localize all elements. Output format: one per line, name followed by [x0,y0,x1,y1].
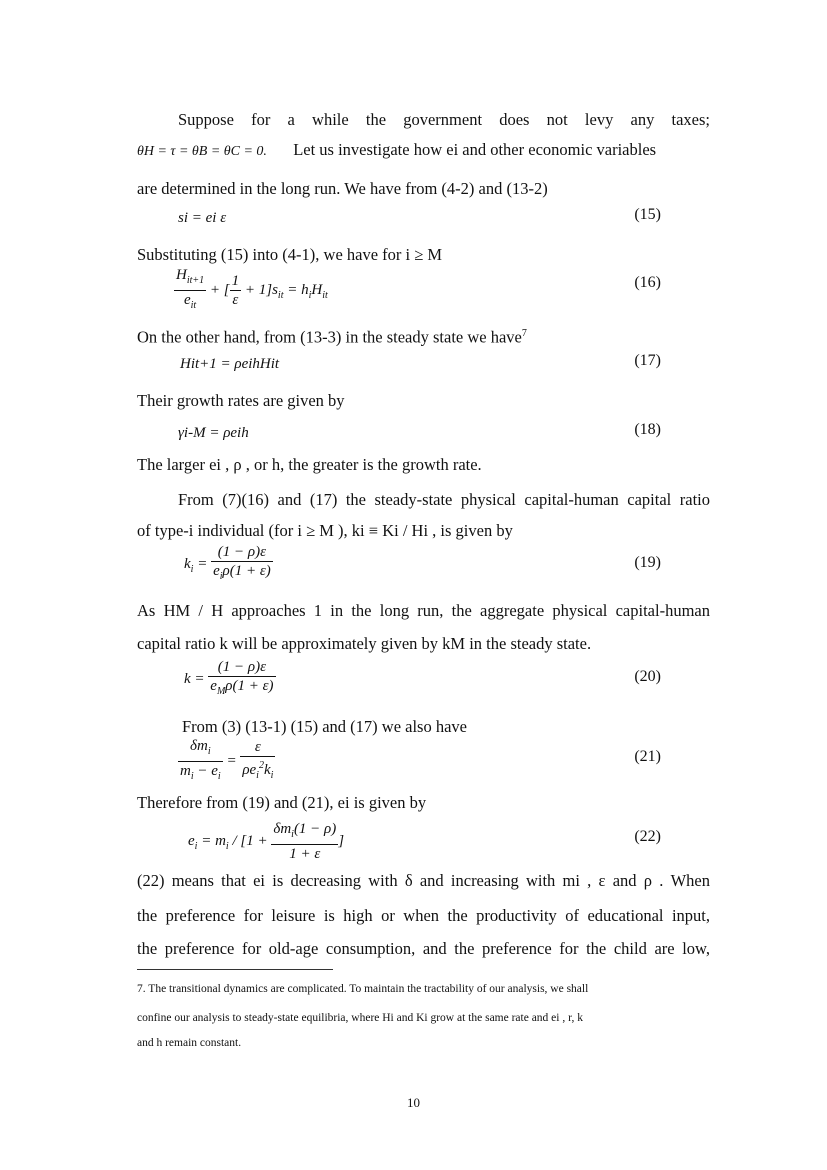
page-number: 10 [407,1095,420,1110]
footnote-line: confine our analysis to steady-state equilibria, where Hi and Ki grow at the same rate and ei , r, k [137,1012,583,1024]
equation-22: $e_i = m_i / [1$ + $\frac{\delta m_i(1 - \rho)}{1 + \varepsilon}$ ] [188,821,345,862]
paragraph-line: On the other hand, from (13-3) in the steady state we have$^7$ [137,327,527,347]
footnote-line: and h remain constant. [137,1037,242,1049]
equation-number: (17) [634,352,661,369]
paragraph-line: As HM / H approaches 1 in the long run, the aggregate physical capital-human [137,601,710,620]
paragraph-line: The larger ei , ρ , or h, the greater is the growth rate. [137,455,482,474]
footnote-divider [137,969,333,970]
equation-16: $\frac{H_{it+1}}{e_{it}}$ + [ $\frac{1}{\varepsilon}$ + $1]s_{it} = h_iH_{it}$ [176,267,328,311]
paragraph-line: From (3) (13-1) (15) and (17) we also have [182,717,467,736]
equation-number: (15) [634,206,661,223]
paragraph-line: of type-i individual (for i ≥ M ), ki ≡ Ki / Hi , is given by [137,521,513,540]
paragraph-line: the preference for leisure is high or when the productivity of educational input, [137,906,710,925]
paragraph-line: Substituting (15) into (4-1), we have for i ≥ M [137,245,443,264]
equation-number: (18) [634,421,661,438]
equation-number: (22) [634,828,661,845]
equation-21: $\frac{\delta m_i}{m_i - e_i}$ = $\frac{\varepsilon}{\rho e_i^2k_i}$ [180,738,274,782]
paragraph-line: capital ratio k will be approximately given by kM in the steady state. [137,634,592,653]
paragraph-line: Their growth rates are given by [137,391,345,410]
equation-20: k = $\frac{(1 - \rho)\varepsilon}{e_M\rho(1 + \varepsilon)}$ [184,659,274,697]
equation-number: (16) [634,274,661,291]
paragraph-line: (22) means that ei is decreasing with δ and increasing with mi , ε and ρ . When [137,871,710,890]
paragraph-line: are determined in the long run. We have from (4-2) and (13-2) [137,179,548,198]
equation-15: si = ei ε [178,210,227,226]
equation-number: (19) [634,554,661,571]
footnote-marker: 7 [521,328,527,339]
footnote-line: 7. The transitional dynamics are complicated. To maintain the tractability of our analysis, we shall [137,983,589,995]
equation-number: (20) [634,668,661,685]
inline-equation: θH = τ = θB = θC = 0. [137,144,267,159]
paragraph-line: Therefore from (19) and (21), ei is given by [137,793,427,812]
paragraph-line: From (7)(16) and (17) the steady-state physical capital-human capital ratio [178,490,710,509]
equation-18: γi-M = ρeih [178,425,249,441]
paragraph-text: Let us investigate how ei and other economic variables [293,140,657,159]
paragraph-line: the preference for old-age consumption, and the preference for the child are low, [137,939,710,958]
equation-number: (21) [634,748,661,765]
paragraph-line: Suppose for a while the government does not levy any taxes; [178,110,710,129]
equation-19: $k_i$ = $\frac{(1 - \rho)\varepsilon}{e_i\rho(1 + \varepsilon)}$ [184,544,271,582]
paragraph-line [137,140,710,162]
equation-17: Hit+1 = ρeihHit [180,356,280,372]
